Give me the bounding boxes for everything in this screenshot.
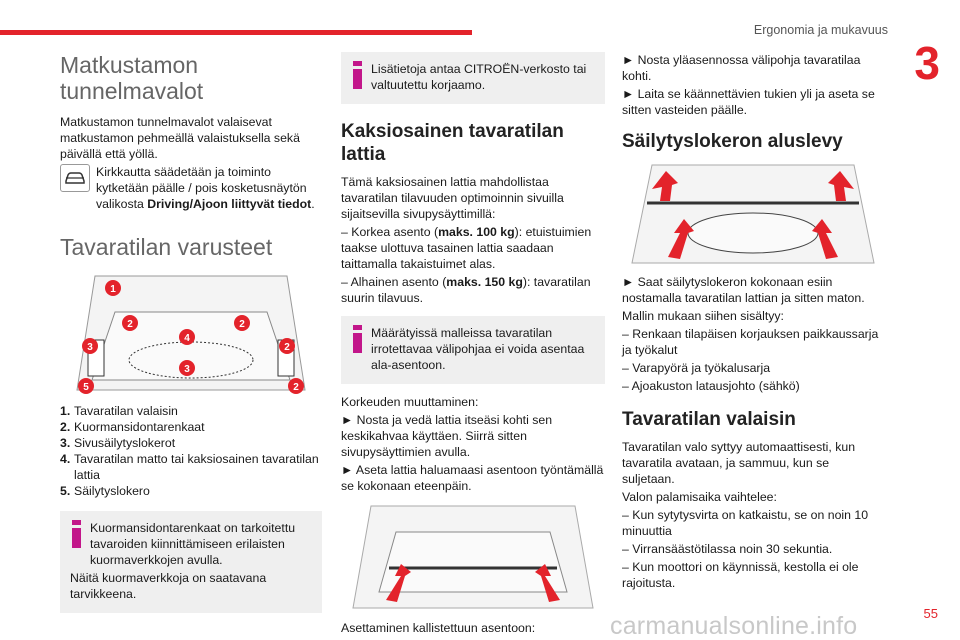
- heading-storage-cover: Säilytyslokeron aluslevy: [622, 131, 843, 152]
- info-icon: [351, 61, 364, 89]
- list-item: 5. Säilytyslokero: [60, 484, 150, 498]
- heading-two-part-floor: Kaksiosainen tavaratilan lattia: [341, 121, 564, 165]
- ambient-lights-setting: Kirkkautta säädetään ja toiminto kytketään päälle / pois kosketusnäytön valikosta Driving/Ajoon liittyvät tiedot.: [60, 164, 322, 214]
- step-3: ► Nosta yläasennossa välipohja tavaratilaa kohti.: [622, 53, 861, 83]
- lamp-time-title: Valon palamisaika vaihtelee:: [622, 490, 777, 504]
- list-item: – Ajoakuston latausjohto (sähkö): [622, 379, 800, 393]
- callout-label: 3: [87, 342, 93, 353]
- chapter-number: 3: [914, 37, 940, 89]
- step-1: ► Nosta ja vedä lattia itseäsi kohti sen keskikahvaa käyttäen. Siirrä sitten sivupysäyttimien avulla.: [341, 413, 553, 459]
- list-item: 3. Sivusäilytyslokerot: [60, 436, 176, 450]
- column-1: [60, 52, 322, 613]
- list-item: 2. Kuormansidontarenkaat: [60, 420, 205, 434]
- section-title: Ergonomia ja mukavuus: [753, 23, 888, 37]
- info-icon: [70, 520, 83, 548]
- info-box-dealer: [341, 52, 605, 104]
- info-icon: [351, 325, 364, 353]
- storage-cover-illustration: [622, 161, 884, 266]
- callout-label: 2: [127, 319, 133, 330]
- setting-text: Kirkkautta säädetään ja toiminto kytketään päälle / pois kosketusnäytön valikosta: [96, 165, 307, 211]
- callout-label: 3: [184, 364, 190, 375]
- info-box-floor: [341, 316, 605, 384]
- heading-trunk-equipment: Tavaratilan varusteet: [60, 234, 273, 260]
- column-2: [341, 52, 605, 638]
- trunk-equipment-illustration: [60, 270, 322, 395]
- info-text: Määrätyissä malleissa tavaratilan irrotettavaa välipohjaa ei voida asentaa ala-asentoon.: [371, 326, 585, 372]
- car-icon: [60, 164, 90, 192]
- menu-name: Driving/Ajoon liittyvät tiedot: [147, 197, 312, 211]
- ambient-lights-text: Matkustamon tunnelmavalot valaisevat matkustamon pehmeällä valaistuksella sekä päivällä että yöllä.: [60, 115, 300, 161]
- list-item: – Kun moottori on käynnissä, kestolla ei ole rajoitusta.: [622, 560, 859, 590]
- list-item: – Virransäästötilassa noin 30 sekuntia.: [622, 542, 833, 556]
- floor-intro: Tämä kaksiosainen lattia mahdollistaa tavaratilan tilavuuden optimoinnin sivuilla sijaitsevilla sivupysäyttimillä:: [341, 175, 564, 221]
- callout-label: 2: [239, 319, 245, 330]
- callout-label: 2: [293, 382, 299, 393]
- callout-label: 5: [83, 382, 89, 393]
- column-3: [622, 52, 884, 593]
- step-4: ► Laita se käännettävien tukien yli ja aseta se sitten vasteiden päälle.: [622, 87, 875, 117]
- list-item: – Kun sytytysvirta on katkaistu, se on noin 10 minuuttia: [622, 508, 869, 538]
- floor-illustration: [341, 502, 605, 612]
- list-item: – Varapyörä ja työkalusarja: [622, 361, 771, 375]
- header-red-bar: [0, 30, 472, 35]
- list-item: – Renkaan tilapäisen korjauksen paikkaussarja ja työkalut: [622, 327, 879, 357]
- height-title: Korkeuden muuttaminen:: [341, 395, 479, 409]
- cover-step: ► Saat säilytyslokeron kokonaan esiin nostamalla tavaratilan lattian ja sitten maton.: [622, 275, 865, 305]
- watermark: carmanualsonline.info: [610, 612, 858, 640]
- lamp-text: Tavaratilan valo syttyy automaattisesti, kun tavaratila avataan, ja sammuu, kun se suljetaan.: [622, 440, 856, 486]
- equipment-list: [60, 403, 322, 499]
- heading-trunk-lamp: Tavaratilan valaisin: [622, 409, 796, 430]
- info-box-tie-down-rings: [60, 511, 322, 613]
- page-number: 55: [923, 606, 938, 621]
- cover-contents-title: Mallin mukaan siihen sisältyy:: [622, 309, 784, 323]
- list-item: 1. Tavaratilan valaisin: [60, 404, 178, 418]
- callout-label: 4: [184, 333, 190, 344]
- heading-ambient-lights: Matkustamon tunnelmavalot: [60, 52, 204, 104]
- info-text: Kuormansidontarenkaat on tarkoitettu tavaroiden kiinnittämiseen erilaisten kuormaverkkojen avulla.: [90, 521, 296, 567]
- low-position: – Alhainen asento (maks. 150 kg): tavaratilan suurin tilavuus.: [341, 275, 591, 305]
- callout-label: 1: [110, 284, 116, 295]
- list-item: 4. Tavaratilan matto tai kaksiosainen tavaratilan lattia: [60, 452, 319, 482]
- step-2: ► Aseta lattia haluamaasi asentoon työntämällä se kokonaan eteenpäin.: [341, 463, 604, 493]
- figure-caption: Asettaminen kallistettuun asentoon:: [341, 621, 536, 635]
- callout-label: 2: [284, 342, 290, 353]
- info-text: Lisätietoja antaa CITROËN-verkosto tai valtuutettu korjaamo.: [371, 62, 587, 92]
- high-position: – Korkea asento (maks. 100 kg): etuistuimien taakse ulottuva tasainen lattia saadaan taittamalla takaistuimet alas.: [341, 225, 592, 271]
- info-text: Näitä kuormaverkkoja on saatavana tarvikkeena.: [70, 571, 267, 601]
